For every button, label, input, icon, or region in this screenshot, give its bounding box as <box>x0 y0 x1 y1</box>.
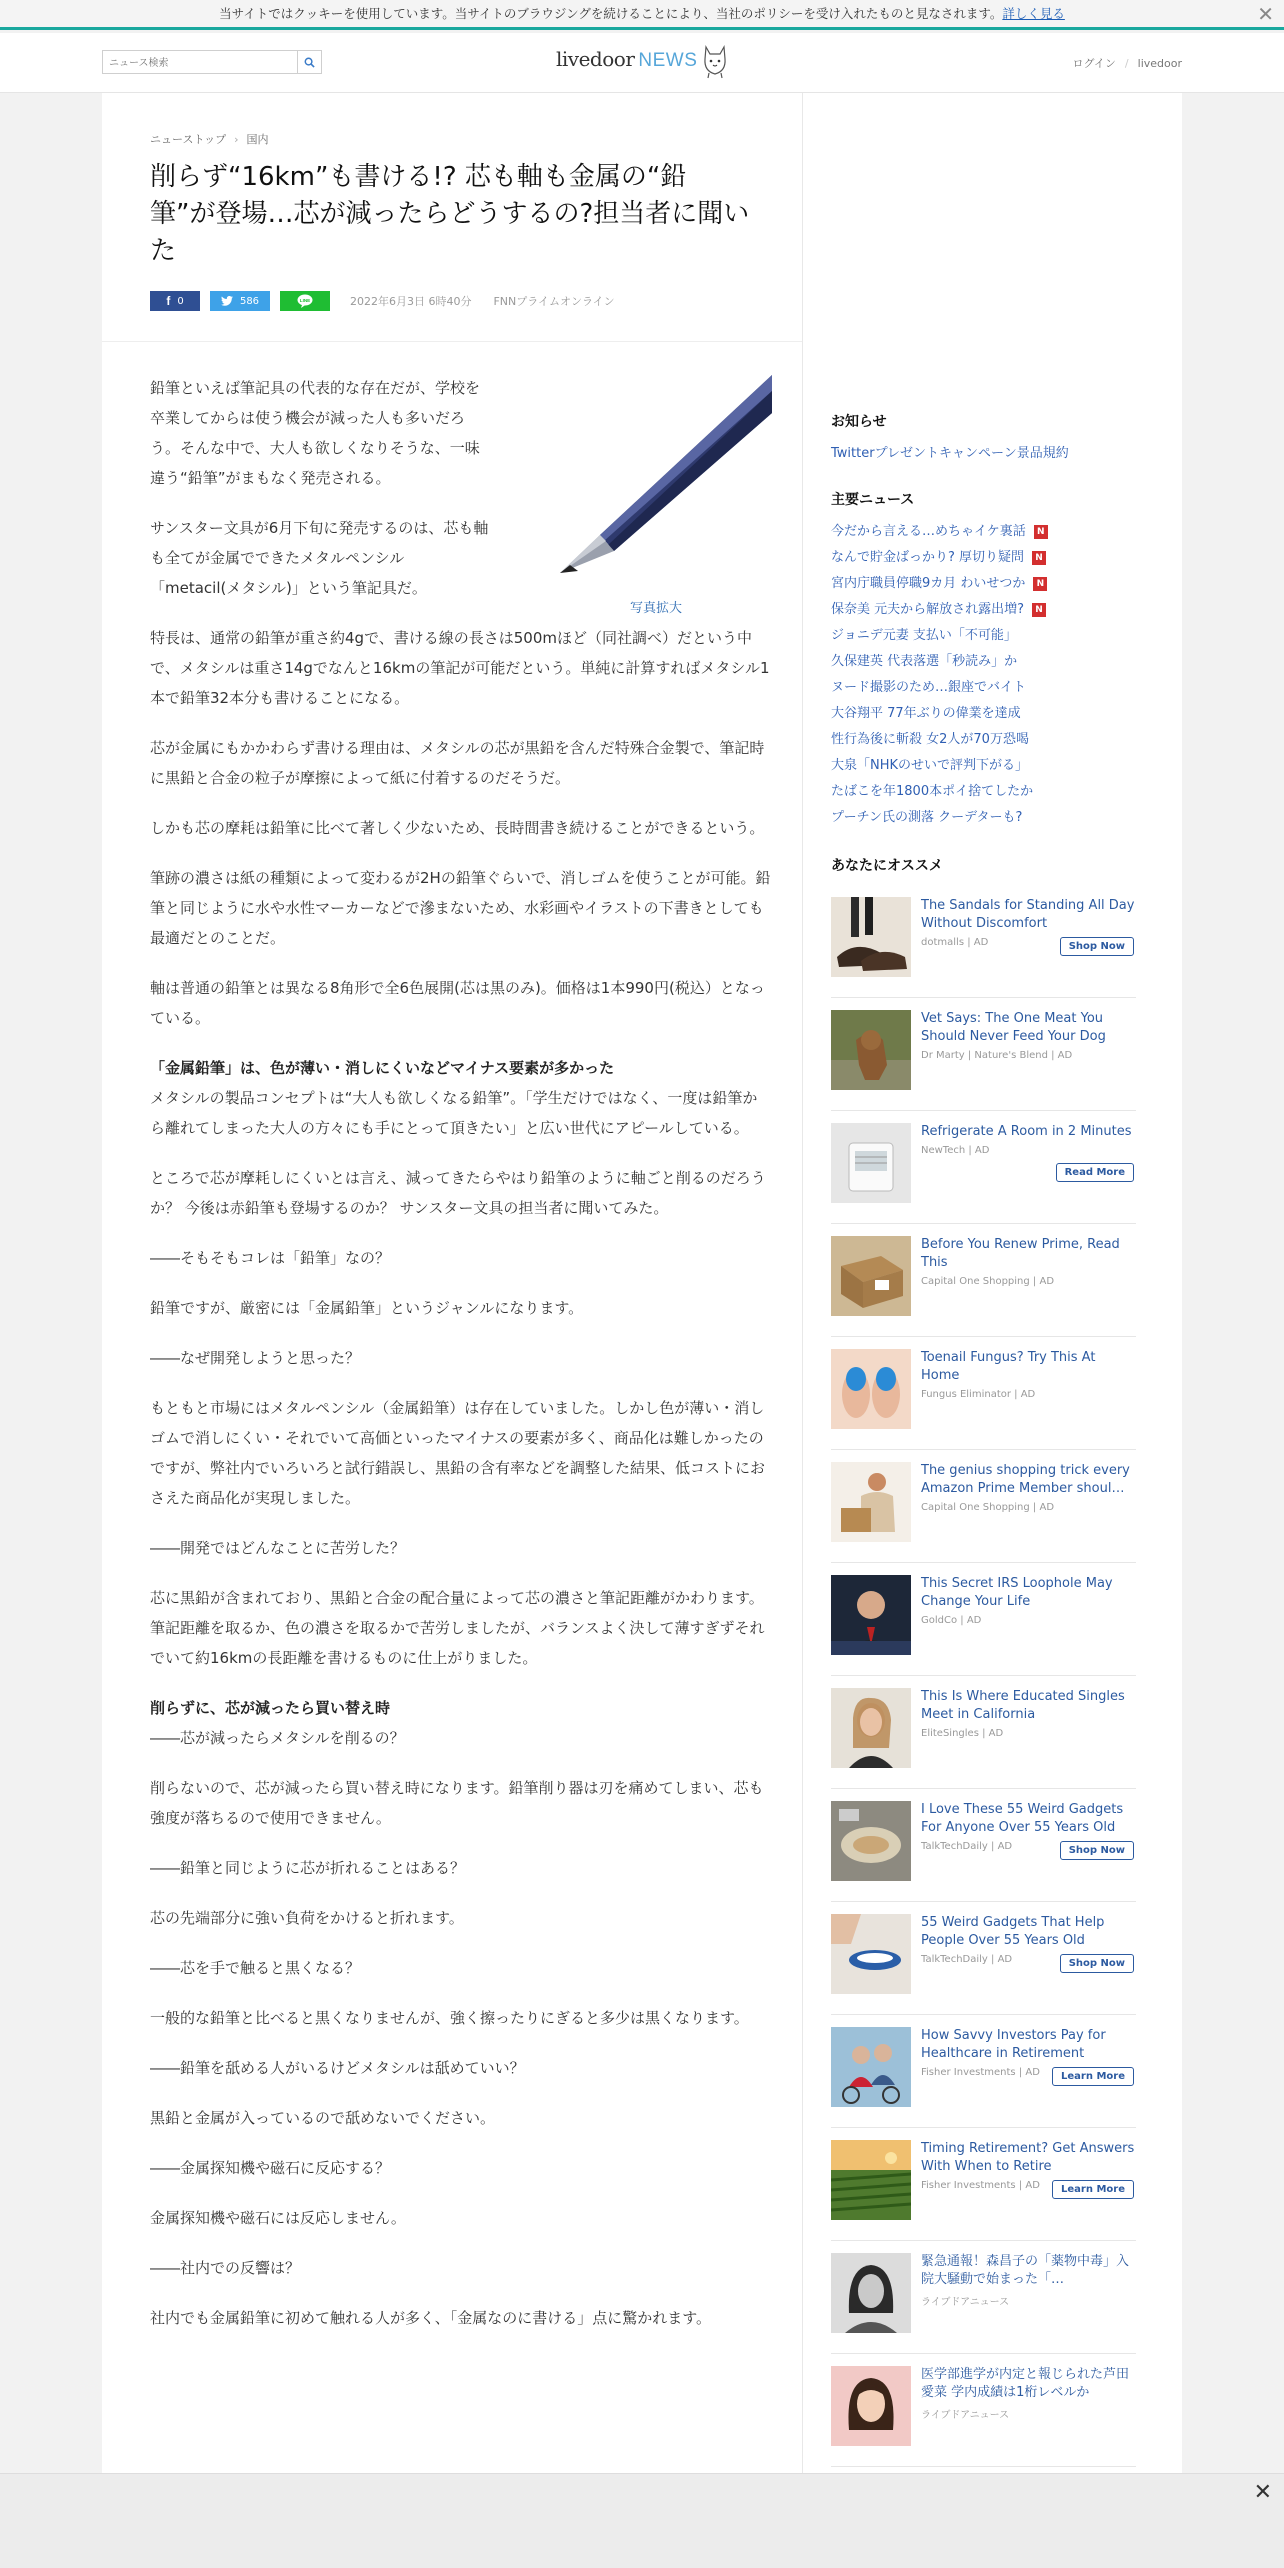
breadcrumb-top[interactable]: ニューストップ <box>150 133 227 146</box>
main-news-heading: 主要ニュース <box>831 492 915 508</box>
recommend-title[interactable]: The genius shopping trick every Amazon Prime Member shoul… <box>921 1463 1130 1496</box>
bottom-ad-bar <box>0 2473 1284 2568</box>
news-item-link[interactable]: 性行為後に斬殺 女2人が70万恐喝 <box>831 732 1029 747</box>
recommend-list <box>831 885 1136 2467</box>
recommend-cta-button[interactable]: Shop Now <box>1060 937 1134 956</box>
qa-line: もともと市場にはメタルペンシル（金属鉛筆）は存在していました。しかし色が薄い・消しゴムで消しにくい・それでいて高価といったマイナスの要素が多く、商品化は難しかったのですが、弊社内でいろいろと試行錯誤し、黒鉛の含有率などを調整した結果、低コストにおさえた商品化が実現しました。 <box>150 1399 766 1507</box>
search-button[interactable] <box>297 51 321 73</box>
recommend-thumbnail[interactable] <box>831 2027 911 2107</box>
recommend-title[interactable]: Vet Says: The One Meat You Should Never Feed Your Dog <box>921 1011 1106 1044</box>
facebook-share-button[interactable] <box>150 291 200 311</box>
new-badge: N <box>1033 577 1047 591</box>
recommend-thumbnail[interactable] <box>831 1688 911 1768</box>
qa-line: 金属探知機や磁石には反応しません。 <box>150 2209 406 2227</box>
recommend-title[interactable]: I Love These 55 Weird Gadgets For Anyone Over 55 Years Old <box>921 1802 1124 1835</box>
paragraph: ところで芯が摩耗しにくいとは言え、減ってきたらやはり鉛筆のように軸ごと削るのだろうか？ 今後は赤鉛筆も登場するのか？ サンスター文具の担当者に聞いてみた。 <box>150 1169 766 1217</box>
article-title: 削らず“16km”も書ける!? 芯も軸も金属の“鉛筆”が登場…芯が減ったらどうするの?担当者に聞いた <box>150 162 750 266</box>
recommend-thumbnail[interactable] <box>831 2253 911 2333</box>
news-item[interactable] <box>831 753 1136 779</box>
search-box <box>102 50 322 74</box>
cookie-close-icon[interactable]: ✕ <box>1257 2 1274 26</box>
recommend-source: Fisher Investments | AD <box>921 2180 1040 2191</box>
qa-line: ――鉛筆と同じように芯が折れることはある？ <box>150 1859 466 1877</box>
news-item-link[interactable]: 今だから言える…めちゃイケ裏話 <box>831 524 1026 539</box>
news-item-link[interactable]: 大泉「NHKのせいで評判下がる」 <box>831 758 1029 773</box>
recommend-item[interactable] <box>831 1563 1136 1676</box>
recommend-body <box>921 1575 1136 1675</box>
chevron-right-icon: › <box>234 133 239 146</box>
recommend-body <box>921 1688 1136 1788</box>
recommend-title[interactable]: Before You Renew Prime, Read This <box>921 1237 1120 1270</box>
recommend-title[interactable]: Timing Retirement? Get Answers With When to Retire <box>921 2141 1135 2174</box>
notice-link[interactable]: Twitterプレゼントキャンペーン景品規約 <box>831 446 1069 461</box>
recommend-item[interactable] <box>831 1224 1136 1337</box>
notice-heading: お知らせ <box>831 414 887 430</box>
recommend-cta-button[interactable]: Learn More <box>1052 2180 1134 2199</box>
qa-line: 削らないので、芯が減ったら買い替え時になります。鉛筆削り器は刃を痛めてしまい、芯も強度が落ちるので使用できません。 <box>150 1779 764 1827</box>
recommend-title[interactable]: This Secret IRS Loophole May Change Your Life <box>921 1576 1113 1609</box>
qa-line: 鉛筆ですが、厳密には「金属鉛筆」というジャンルになります。 <box>150 1299 584 1317</box>
recommend-item[interactable] <box>831 1337 1136 1450</box>
news-item[interactable] <box>831 545 1136 571</box>
site-logo[interactable] <box>556 47 697 72</box>
recommend-body <box>921 1462 1136 1562</box>
recommend-title[interactable]: 緊急通報！森昌子の「薬物中毒」入院大騒動で始まった「… <box>921 2254 1130 2287</box>
news-item[interactable] <box>831 519 1136 545</box>
recommend-title[interactable]: 55 Weird Gadgets That Help People Over 55 Years Old <box>921 1915 1105 1948</box>
article-date: 2022年6月3日 6時40分 <box>350 295 472 308</box>
search-icon <box>304 57 315 68</box>
recommend-heading: あなたにオススメ <box>831 858 943 874</box>
breadcrumb <box>150 131 269 147</box>
qa-line: ――鉛筆を舐める人がいるけどメタシルは舐めていい？ <box>150 2059 525 2077</box>
recommend-source: Capital One Shopping | AD <box>921 1502 1055 1513</box>
recommend-title[interactable]: How Savvy Investors Pay for Healthcare in Retirement <box>921 2028 1106 2061</box>
recommend-title[interactable]: 医学部進学が内定と報じられた芦田愛菜 学内成績は1桁レベルか <box>921 2367 1130 2400</box>
recommend-thumbnail[interactable] <box>831 1462 911 1542</box>
header-links <box>1072 55 1182 71</box>
recommend-thumbnail[interactable] <box>831 1010 911 1090</box>
paragraph: しかも芯の摩耗は鉛筆に比べて著しく少ないため、長時間書き続けることができるという。 <box>150 819 765 837</box>
qa-line: 芯の先端部分に強い負荷をかけると折れます。 <box>150 1909 464 1927</box>
recommend-source: TalkTechDaily | AD <box>921 1954 1013 1965</box>
line-share-button[interactable] <box>280 291 330 311</box>
cookie-text: 当サイトではクッキーを使用しています。当サイトのブラウジングを続けることにより、当社のポリシーを受け入れたものと見なされます。 <box>219 6 1003 21</box>
recommend-body <box>921 1010 1136 1110</box>
section-heading: 「金属鉛筆」は、色が薄い・消しにくいなどマイナス要素が多かった <box>150 1059 615 1077</box>
main-column <box>102 93 802 2473</box>
recommend-body <box>921 2366 1136 2466</box>
search-input[interactable] <box>103 53 295 75</box>
new-badge: N <box>1034 525 1048 539</box>
article-photo[interactable] <box>540 373 772 618</box>
recommend-thumbnail[interactable] <box>831 1914 911 1994</box>
recommend-title[interactable]: This Is Where Educated Singles Meet in California <box>921 1689 1125 1722</box>
news-item-link[interactable]: たばこを年1800本ポイ捨てしたか <box>831 784 1034 799</box>
recommend-source: Fisher Investments | AD <box>921 2067 1040 2078</box>
section-heading: 削らずに、芯が減ったら買い替え時 <box>150 1699 391 1717</box>
login-link[interactable]: ログイン <box>1072 57 1116 70</box>
twitter-share-button[interactable] <box>210 291 270 311</box>
recommend-title[interactable]: The Sandals for Standing All Day Without Discomfort <box>921 898 1135 931</box>
paragraph: 芯が金属にもかかわらず書ける理由は、メタシルの芯が黒鉛を含んだ特殊合金製で、筆記時に黒鉛と合金の粒子が摩擦によって紙に付着するのだそうだ。 <box>150 739 765 787</box>
qa-line: ――なぜ開発しようと思った？ <box>150 1349 361 1367</box>
main-news-list <box>831 519 1136 831</box>
recommend-source: TalkTechDaily | AD <box>921 1841 1013 1852</box>
facebook-icon: f <box>166 294 171 308</box>
news-item-link[interactable]: 大谷翔平 77年ぶりの偉業を達成 <box>831 706 1021 721</box>
recommend-item[interactable] <box>831 2241 1136 2354</box>
recommend-body <box>921 1236 1136 1336</box>
recommend-cta-button[interactable]: Read More <box>1056 1163 1134 1182</box>
news-item[interactable] <box>831 571 1136 597</box>
close-icon[interactable]: ✕ <box>1253 2480 1272 2505</box>
news-item[interactable] <box>831 805 1136 831</box>
recommend-thumbnail[interactable] <box>831 1801 911 1881</box>
paragraph: 鉛筆といえば筆記具の代表的な存在だが、学校を卒業してからは使う機会が減った人も多いだろう。そんな中で、大人も欲しくなりそうな、一味違う“鉛筆”がまもなく発売される。 <box>150 379 481 487</box>
photo-enlarge-link[interactable]: 写真拡大 <box>629 601 682 616</box>
news-item-link[interactable]: 久保建英 代表落選「秒読み」か <box>831 654 1018 669</box>
news-item-link[interactable]: 保奈美 元夫から解放され露出増? <box>831 602 1025 617</box>
recommend-item[interactable] <box>831 1789 1136 1902</box>
qa-line: ――芯が減ったらメタシルを削るの？ <box>150 1729 405 1747</box>
recommend-body <box>921 2253 1136 2353</box>
twitter-count: 586 <box>239 295 260 307</box>
logo-livedoor: livedoor <box>556 47 635 71</box>
new-badge: N <box>1032 551 1046 565</box>
recommend-title[interactable]: Refrigerate A Room in 2 Minutes <box>921 1124 1132 1139</box>
svg-text:LINE: LINE <box>299 298 311 303</box>
breadcrumb-domestic[interactable]: 国内 <box>246 133 269 146</box>
qa-line: 一般的な鉛筆と比べると黒くなりませんが、強く擦ったりにぎると多少は黒くなります。 <box>150 2009 749 2027</box>
header-divider: / <box>1124 57 1129 70</box>
article-meta <box>150 291 615 311</box>
recommend-body <box>921 2027 1136 2127</box>
news-item[interactable] <box>831 779 1136 805</box>
recommend-cta-button[interactable]: Shop Now <box>1060 1954 1134 1973</box>
new-badge: N <box>1032 603 1046 617</box>
recommend-thumbnail[interactable] <box>831 2366 911 2446</box>
article-body <box>150 373 772 2353</box>
paragraph: 筆跡の濃さは紙の種類によって変わるが2Hの鉛筆ぐらいで、消しゴムを使うことが可能。鉛筆と同じように水や水性マーカーなどで滲まないため、水彩画やイラストの下書きとしても最適だとのことだ。 <box>150 869 771 947</box>
metal-pencil-image <box>540 373 772 583</box>
news-item[interactable] <box>831 623 1136 649</box>
recommend-item[interactable] <box>831 2354 1136 2467</box>
twitter-icon <box>221 296 233 306</box>
qa-line: ――社内での反響は？ <box>150 2259 301 2277</box>
qa-line: 黒鉛と金属が入っているので舐めないでください。 <box>150 2109 496 2127</box>
news-item-link[interactable]: 宮内庁職員停職9カ月 わいせつか <box>831 576 1026 591</box>
news-item[interactable] <box>831 649 1136 675</box>
recommend-item[interactable] <box>831 2015 1136 2128</box>
mascot-icon <box>700 43 730 79</box>
news-item-link[interactable]: プーチン氏の測落 クーデターも? <box>831 810 1023 825</box>
recommend-thumbnail[interactable] <box>831 1575 911 1655</box>
news-item-link[interactable]: なんで貯金ばっかり? 厚切り疑問 <box>831 550 1025 565</box>
news-item[interactable] <box>831 701 1136 727</box>
recommend-thumbnail[interactable] <box>831 1123 911 1203</box>
livedoor-link[interactable]: livedoor <box>1137 57 1182 70</box>
recommend-source: Fungus Eliminator | AD <box>921 1389 1036 1400</box>
recommend-cta-button[interactable]: Learn More <box>1052 2067 1134 2086</box>
recommend-cta-button[interactable]: Shop Now <box>1060 1841 1134 1860</box>
recommend-source: dotmalls | AD <box>921 937 989 948</box>
recommend-thumbnail[interactable] <box>831 1349 911 1429</box>
recommend-item[interactable] <box>831 998 1136 1111</box>
news-item[interactable] <box>831 727 1136 753</box>
recommend-source: ライブドアニュース <box>921 2297 1010 2308</box>
paragraph: 軸は普通の鉛筆とは異なる8角形で全6色展開(芯は黒のみ)。価格は1本990円(税込）となっている。 <box>150 979 765 1027</box>
site-header <box>0 33 1284 93</box>
sidebar-content <box>831 411 1136 2467</box>
qa-line: ――そもそもコレは「鉛筆」なの？ <box>150 1249 391 1267</box>
news-item[interactable] <box>831 675 1136 701</box>
recommend-body <box>921 1914 1136 2014</box>
news-item-link[interactable]: ヌード撮影のため…銀座でバイト <box>831 680 1027 695</box>
qa-line: ――金属探知機や磁石に反応する？ <box>150 2159 391 2177</box>
qa-line: 芯に黒鉛が含まれており、黒鉛と合金の配合量によって芯の濃さと筆記距離がかわります。筆記距離を取るか、色の濃さを取るかで苦労しましたが、バランスよく決して薄すぎずそれでいて約16kmの長距離を書けるものに仕上がりました。 <box>150 1589 765 1667</box>
article-source[interactable]: FNNプライムオンライン <box>493 295 615 308</box>
recommend-item[interactable] <box>831 1676 1136 1789</box>
cookie-banner <box>0 0 1284 30</box>
recommend-source: EliteSingles | AD <box>921 1728 1004 1739</box>
recommend-source: Capital One Shopping | AD <box>921 1276 1055 1287</box>
recommend-item[interactable] <box>831 2128 1136 2241</box>
recommend-body <box>921 2140 1136 2240</box>
recommend-source: NewTech | AD <box>921 1145 990 1156</box>
news-item[interactable] <box>831 597 1136 623</box>
recommend-thumbnail[interactable] <box>831 2140 911 2220</box>
qa-line: 社内でも金属鉛筆に初めて触れる人が多く、「金属なのに書ける」点に驚かれます。 <box>150 2309 712 2327</box>
recommend-body <box>921 1801 1136 1901</box>
divider <box>102 341 802 342</box>
recommend-item[interactable] <box>831 1450 1136 1563</box>
paragraph: 特長は、通常の鉛筆が重さ約4gで、書ける線の長さは500mほど（同社調べ）だという中で、メタシルは重さ14gでなんと16kmの筆記が可能だという。単純に計算すればメタシル1本で鉛筆32本分も書けることになる。 <box>150 629 770 707</box>
sidebar <box>802 93 1182 2473</box>
recommend-body <box>921 897 1136 997</box>
recommend-source: Dr Marty | Nature's Blend | AD <box>921 1050 1073 1061</box>
qa-line: ――芯を手で触ると黒くなる？ <box>150 1959 361 1977</box>
recommend-body <box>921 1349 1136 1449</box>
recommend-item[interactable] <box>831 885 1136 998</box>
recommend-source: ライブドアニュース <box>921 2410 1010 2421</box>
paragraph: メタシルの製品コンセプトは“大人も欲しくなる鉛筆”。「学生だけではなく、一度は鉛筆から離れてしまった大人の方々にも手にとって頂きたい」と広い世代にアピールしている。 <box>150 1089 758 1137</box>
logo-news: NEWS <box>638 50 698 71</box>
recommend-item[interactable] <box>831 1111 1136 1224</box>
recommend-title[interactable]: Toenail Fungus? Try This At Home <box>921 1350 1096 1383</box>
facebook-count: 0 <box>177 295 184 307</box>
cookie-details-link[interactable]: 詳しく見る <box>1002 6 1065 21</box>
recommend-source: GoldCo | AD <box>921 1615 982 1626</box>
recommend-thumbnail[interactable] <box>831 1236 911 1316</box>
recommend-thumbnail[interactable] <box>831 897 911 977</box>
news-item-link[interactable]: ジョニデ元妻 支払い「不可能」 <box>831 628 1017 643</box>
paragraph: サンスター文具が6月下旬に発売するのは、芯も軸も全てが金属でできたメタルペンシル「metacil(メタシル)」という筆記具だ。 <box>150 519 489 597</box>
recommend-item[interactable] <box>831 1902 1136 2015</box>
recommend-body <box>921 1123 1136 1223</box>
qa-line: ――開発ではどんなことに苦労した？ <box>150 1539 406 1557</box>
line-icon <box>297 294 313 308</box>
